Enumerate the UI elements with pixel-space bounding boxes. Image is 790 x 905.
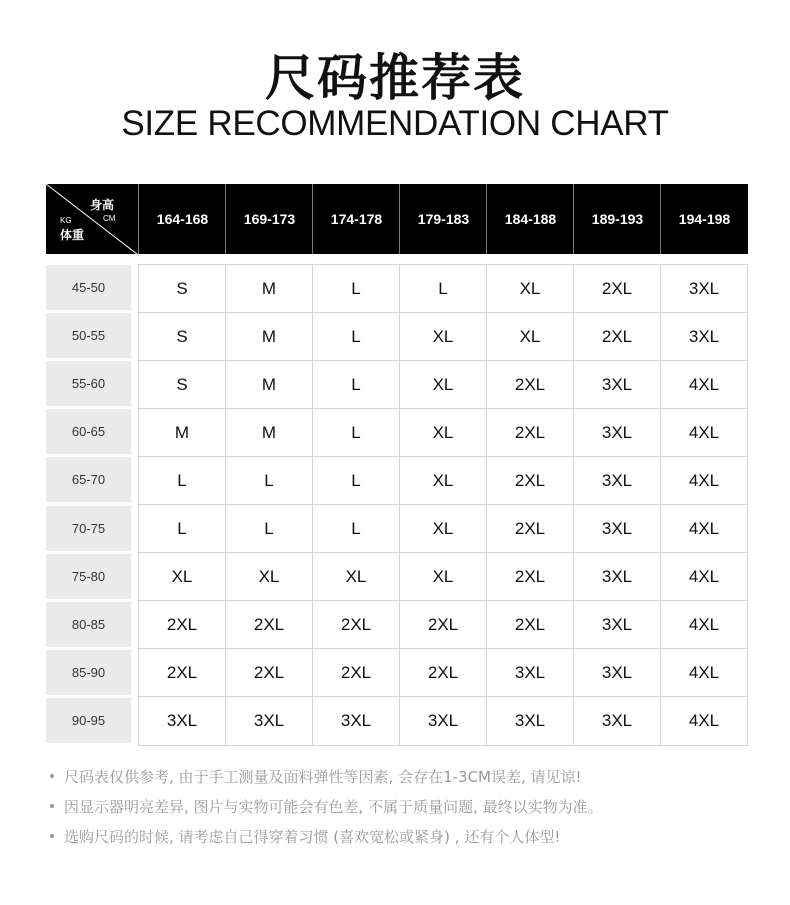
size-cell: L bbox=[313, 313, 400, 361]
size-cell: M bbox=[139, 409, 226, 457]
size-cell: 3XL bbox=[574, 601, 661, 649]
size-cell: L bbox=[313, 361, 400, 409]
size-cell: XL bbox=[313, 553, 400, 601]
page-title-en: SIZE RECOMMENDATION CHART bbox=[121, 104, 669, 143]
weight-row-label: 55-60 bbox=[46, 361, 131, 406]
size-cell: 4XL bbox=[661, 649, 747, 697]
size-cell: XL bbox=[487, 265, 574, 313]
table-header bbox=[46, 184, 748, 254]
size-cell: XL bbox=[400, 313, 487, 361]
size-cell: 2XL bbox=[139, 649, 226, 697]
size-cell: L bbox=[313, 505, 400, 553]
size-cell: 2XL bbox=[313, 649, 400, 697]
footnote bbox=[50, 766, 582, 787]
size-cell: 2XL bbox=[574, 313, 661, 361]
size-cell: 4XL bbox=[661, 409, 747, 457]
height-unit-label: CM bbox=[103, 214, 116, 223]
size-grid bbox=[138, 264, 748, 746]
size-cell: 2XL bbox=[487, 601, 574, 649]
size-cell: 4XL bbox=[661, 361, 747, 409]
height-header-cell: 164-168 bbox=[138, 184, 226, 254]
size-cell: L bbox=[139, 505, 226, 553]
size-cell: 3XL bbox=[139, 697, 226, 745]
size-cell: L bbox=[313, 457, 400, 505]
height-header-cell: 194-198 bbox=[660, 184, 748, 254]
size-cell: 2XL bbox=[487, 361, 574, 409]
size-cell: 3XL bbox=[574, 361, 661, 409]
size-cell: XL bbox=[400, 553, 487, 601]
size-cell: L bbox=[226, 505, 313, 553]
footnote bbox=[50, 796, 603, 817]
size-cell: 3XL bbox=[661, 265, 747, 313]
size-cell: 2XL bbox=[487, 505, 574, 553]
weight-row-label: 75-80 bbox=[46, 554, 131, 599]
corner-cell bbox=[46, 184, 137, 254]
size-cell: 2XL bbox=[226, 649, 313, 697]
size-cell: 3XL bbox=[574, 553, 661, 601]
size-cell: 3XL bbox=[574, 409, 661, 457]
footnote-text: 因显示器明亮差异, 图片与实物可能会有色差, 不属于质量问题, 最终以实物为准。 bbox=[64, 798, 603, 816]
weight-row-label: 90-95 bbox=[46, 698, 131, 743]
weight-row-label: 65-70 bbox=[46, 457, 131, 502]
size-cell: 2XL bbox=[139, 601, 226, 649]
size-cell: XL bbox=[400, 361, 487, 409]
height-header-cell: 174-178 bbox=[312, 184, 400, 254]
size-cell: 3XL bbox=[400, 697, 487, 745]
footnote bbox=[50, 826, 560, 847]
size-cell: S bbox=[139, 265, 226, 313]
page-title-cn: 尺码推荐表 bbox=[265, 49, 525, 107]
weight-row-label: 70-75 bbox=[46, 506, 131, 551]
height-label-cn: 身高 bbox=[90, 198, 115, 212]
size-cell: 2XL bbox=[487, 457, 574, 505]
size-cell: M bbox=[226, 409, 313, 457]
size-cell: L bbox=[313, 265, 400, 313]
size-cell: 3XL bbox=[226, 697, 313, 745]
size-cell: L bbox=[139, 457, 226, 505]
size-cell: 3XL bbox=[574, 457, 661, 505]
size-cell: S bbox=[139, 313, 226, 361]
size-cell: XL bbox=[400, 457, 487, 505]
size-cell: 2XL bbox=[400, 601, 487, 649]
size-cell: XL bbox=[487, 313, 574, 361]
size-cell: XL bbox=[400, 505, 487, 553]
size-cell: 3XL bbox=[487, 697, 574, 745]
height-header-cell: 169-173 bbox=[225, 184, 313, 254]
size-cell: 3XL bbox=[574, 505, 661, 553]
size-cell: M bbox=[226, 361, 313, 409]
height-header-cell: 189-193 bbox=[573, 184, 661, 254]
bullet-icon bbox=[50, 804, 54, 808]
size-cell: L bbox=[226, 457, 313, 505]
size-cell: 2XL bbox=[487, 553, 574, 601]
size-cell: XL bbox=[400, 409, 487, 457]
size-cell: 3XL bbox=[574, 649, 661, 697]
size-cell: 3XL bbox=[661, 313, 747, 361]
size-cell: XL bbox=[139, 553, 226, 601]
footnote-text: 尺码表仅供参考, 由于手工测量及面料弹性等因素, 会存在1-3CM误差, 请见谅! bbox=[64, 768, 582, 786]
bullet-icon bbox=[50, 774, 54, 778]
weight-row-label: 85-90 bbox=[46, 650, 131, 695]
bullet-icon bbox=[50, 834, 54, 838]
size-cell: 3XL bbox=[574, 697, 661, 745]
size-cell: 4XL bbox=[661, 601, 747, 649]
footnote-text: 选购尺码的时候, 请考虑自己得穿着习惯 (喜欢宽松或紧身) , 还有个人体型! bbox=[64, 828, 561, 846]
size-cell: 3XL bbox=[313, 697, 400, 745]
weight-row-label: 50-55 bbox=[46, 313, 131, 358]
weight-row-label: 45-50 bbox=[46, 265, 131, 310]
size-cell: 2XL bbox=[574, 265, 661, 313]
size-cell: L bbox=[313, 409, 400, 457]
size-cell: 4XL bbox=[661, 457, 747, 505]
size-cell: 4XL bbox=[688, 711, 720, 730]
size-cell: M bbox=[226, 265, 313, 313]
size-cell: 2XL bbox=[226, 601, 313, 649]
size-cell: M bbox=[226, 313, 313, 361]
weight-label-cn: 体重 bbox=[60, 228, 85, 242]
height-header-cell: 179-183 bbox=[399, 184, 487, 254]
size-cell: 2XL bbox=[400, 649, 487, 697]
size-cell: 2XL bbox=[313, 601, 400, 649]
size-cell: S bbox=[139, 361, 226, 409]
size-cell: 4XL bbox=[661, 505, 747, 553]
height-header-cell: 184-188 bbox=[486, 184, 574, 254]
size-cell: 2XL bbox=[487, 409, 574, 457]
weight-unit-label: KG bbox=[60, 216, 72, 225]
weight-row-label: 80-85 bbox=[46, 602, 131, 647]
weight-row-label: 60-65 bbox=[46, 409, 131, 454]
size-cell: XL bbox=[226, 553, 313, 601]
size-cell: L bbox=[400, 265, 487, 313]
size-cell: 3XL bbox=[487, 649, 574, 697]
size-cell: 4XL bbox=[661, 553, 747, 601]
